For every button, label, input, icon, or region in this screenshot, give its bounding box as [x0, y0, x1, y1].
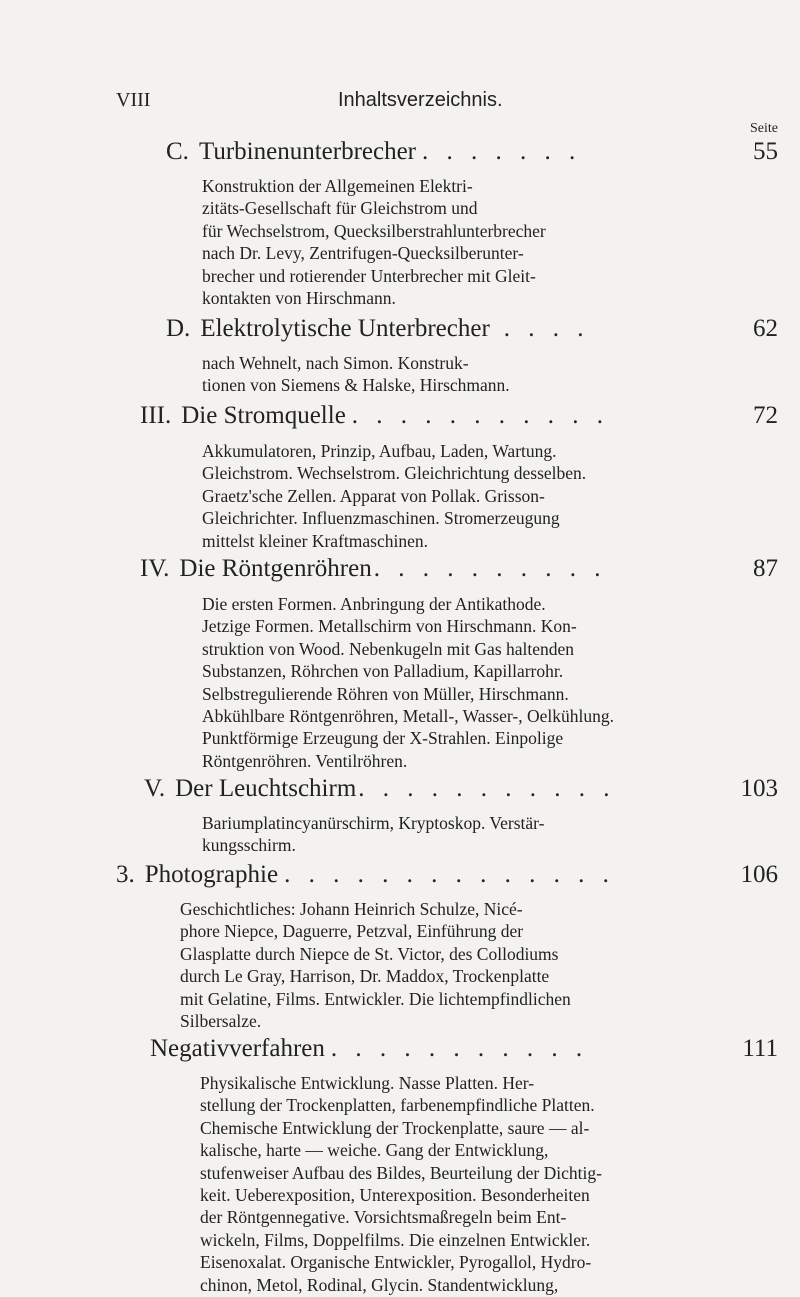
toc-entry-heading[interactable]: [140, 402, 778, 430]
leader-dots: . . . . . . .: [422, 138, 582, 165]
leader-dots: . . . . . . . . . .: [373, 555, 607, 582]
leader-dots: . . . . . . . . . . .: [351, 402, 610, 429]
entry-description: Konstruktion der Allgemeinen Elektri- zitäts-Gesellschaft für Gleichstrom und für Wechselstrom, Quecksilberstrahlunterbrecher nach Dr. Levy, Zentrifugen-Quecksilberunter- brecher und rotierender Unterbrecher mit Gleit- kontakten von Hirschmann.: [202, 176, 546, 309]
entry-description: Bariumplatincyanürschirm, Kryptoskop. Verstär- kungsschirm.: [202, 813, 545, 856]
entry-label: III.: [140, 402, 172, 429]
page-header: [116, 89, 780, 119]
entry-title: Negativverfahren: [150, 1035, 325, 1062]
entry-page-number: 103: [740, 775, 778, 802]
entry-label: 3.: [116, 861, 135, 888]
running-title: Inhaltsverzeichnis.: [338, 89, 503, 111]
entry-description: Geschichtliches: Johann Heinrich Schulze, Nicé- phore Niepce, Daguerre, Petzval, Einführung der Glasplatte durch Niepce de St. Victor, des Collodiums durch Le Gray, Harrison, Dr. Maddox, Trockenplatte mit Gelatine, Films. Entwickler. Die lichtempfindlichen Silbersalze.: [180, 899, 571, 1032]
leader-dots: . . . . . . . . . . . . . .: [284, 861, 615, 888]
entry-page-number: 55: [753, 138, 778, 165]
entry-title: Die Stromquelle: [181, 402, 346, 429]
toc-entry-heading[interactable]: [140, 555, 778, 583]
entry-page-number: 72: [753, 402, 778, 429]
page-column-label: Seite: [750, 121, 778, 136]
entry-page-number: 62: [753, 315, 778, 342]
toc-entry-heading[interactable]: [144, 775, 778, 803]
entry-label: D.: [166, 315, 191, 342]
toc-entry-heading[interactable]: [166, 138, 778, 166]
entry-description: nach Wehnelt, nach Simon. Konstruk- tionen von Siemens & Halske, Hirschmann.: [202, 353, 510, 396]
entry-page-number: 106: [740, 861, 778, 888]
leader-dots: . . . . . . . . . . .: [358, 775, 616, 802]
entry-description: Die ersten Formen. Anbringung der Antikathode. Jetzige Formen. Metallschirm von Hirschmann. Kon- struktion von Wood. Nebenkugeln mit Gas haltenden Substanzen, Röhrchen von Palladium, Kapillarrohr. Selbstregulierende Röhren von Müller, Hirschmann. Abkühlbare Röntgenröhren, Metall-, Wasser-, Oelkühlung. Punktförmige Erzeugung der X-Strahlen. Einpolige Röntgenröhren. Ventilröhren.: [202, 594, 614, 771]
toc-entry-heading[interactable]: [166, 315, 778, 343]
entry-description: Akkumulatoren, Prinzip, Aufbau, Laden, Wartung. Gleichstrom. Wechselstrom. Gleichrichtung desselben. Graetz'sche Zellen. Apparat von Pollak. Grisson- Gleichrichter. Influenzmaschinen. Stromerzeugung mittelst kleiner Kraftmaschinen.: [202, 441, 587, 551]
entry-label: V.: [144, 775, 166, 802]
entry-title: Photographie: [144, 861, 279, 888]
toc-entry-heading[interactable]: [150, 1035, 778, 1063]
entry-title: Turbinenunterbrecher: [198, 138, 417, 165]
leader-dots: . . . . . . . . . . .: [330, 1035, 589, 1062]
entry-page-number: 111: [742, 1035, 778, 1062]
toc-entry-heading[interactable]: [116, 861, 778, 889]
entry-description: Physikalische Entwicklung. Nasse Platten. Her- stellung der Trockenplatten, farbenempfindliche Platten. Chemische Entwicklung der Trockenplatte, saure — al- kalische, harte — weiche. Gang der Entwicklung, stufenweiser Aufbau des Bildes, Beurteilung der Dichtig- keit. Ueberexposition, Unterexposition. Besonderheiten der Röntgennegative. Vorsichtsmaßregeln beim Ent- wickeln, Films, Doppelfilms. Die einzelnen Entwickler. Eisenoxalat. Organische Entwickler, Pyrogallol, Hydro- chinon, Metol, Rodinal, Glycin. Standentwicklung,: [200, 1073, 602, 1295]
entry-label: C.: [166, 138, 189, 165]
entry-label: IV.: [140, 555, 170, 582]
entry-title: Die Röntgenröhren: [179, 555, 372, 582]
entry-title: Elektrolytische Unterbrecher: [200, 315, 490, 342]
entry-title: Der Leuchtschirm: [175, 775, 357, 802]
page-number: VIII: [116, 89, 151, 111]
leader-dots: . . . .: [503, 315, 590, 342]
entry-page-number: 87: [753, 555, 778, 582]
